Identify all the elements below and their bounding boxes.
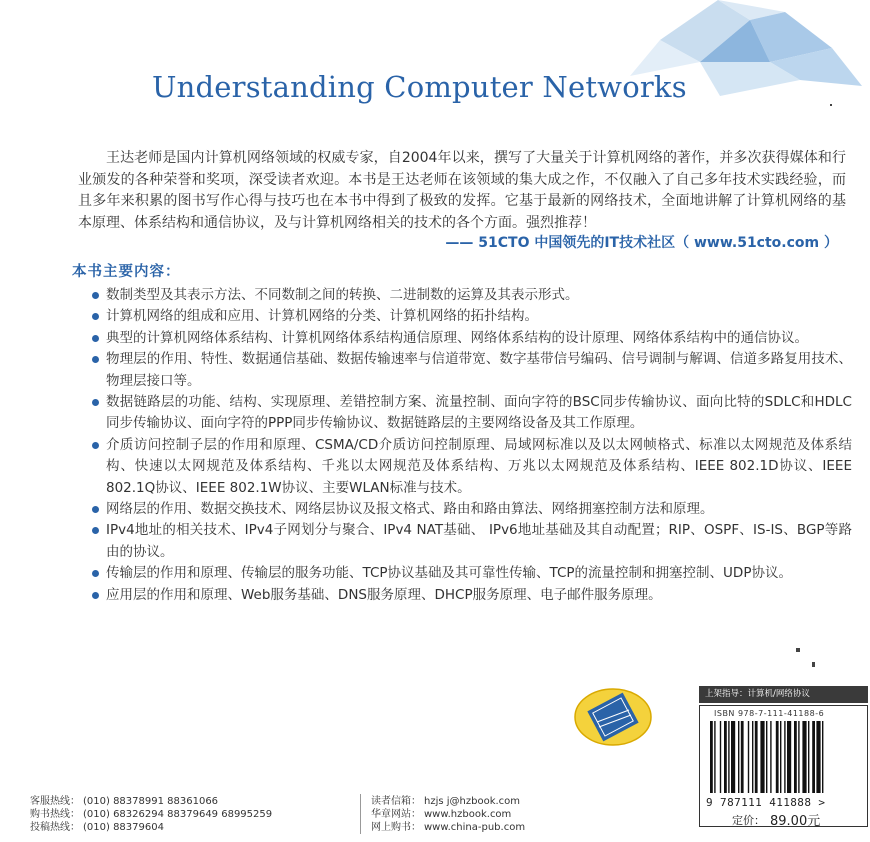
publisher-phone-contacts [30, 795, 272, 834]
contact-divider [360, 794, 361, 834]
english-title: Understanding Computer Networks [152, 70, 687, 104]
contact-value: (010) 68326294 88379649 68995259 [83, 809, 273, 820]
contact-value: (010) 88378991 88361066 [83, 796, 219, 807]
contact-label: 网上购书： [371, 822, 421, 833]
contact-label: 投稿热线： [30, 822, 80, 833]
hzbook-logo-icon [567, 682, 659, 752]
contact-value: www.hzbook.com [424, 809, 512, 820]
isbn-number: ISBN 978-7-111-41188-6 [714, 709, 825, 718]
ean-number: 9 787111 411888 > [706, 796, 826, 809]
topic-item: 物理层的作用、特性、数据通信基础、数据传输速率与信道带宽、数字基带信号编码、信号调制与解调、信道多路复用技术、物理层接口等。 [92, 349, 852, 392]
topic-item: 计算机网络的组成和应用、计算机网络的分类、计算机网络的拓扑结构。 [92, 306, 852, 327]
scan-speck [812, 662, 815, 667]
contact-label: 购书热线： [30, 809, 80, 820]
price-value: 89.00元 [770, 814, 821, 829]
contact-row [30, 795, 272, 808]
topic-item: 数制类型及其表示方法、不同数制之间的转换、二进制数的运算及其表示形式。 [92, 285, 852, 306]
topic-item: 介质访问控制子层的作用和原理、CSMA/CD介质访问控制原理、局域网标准以及以太网帧格式、标准以太网规范及体系结构、快速以太网规范及体系结构、千兆以太网规范及体系结构、万兆以太网规范及体系结构、IEEE 802.1D协议、IEEE 802.1Q协议、IEEE 802.1W协议、主要WLAN标准与技术。 [92, 435, 852, 499]
topic-item: 应用层的作用和原理、Web服务基础、DNS服务原理、DHCP服务原理、电子邮件服务原理。 [92, 585, 852, 606]
shelving-category: 上架指导：计算机/网络协议 [699, 686, 868, 703]
review-attribution: —— 51CTO 中国领先的IT技术社区（ www.51cto.com ） [445, 235, 838, 251]
intro-paragraph: 王达老师是国内计算机网络领域的权威专家，自2004年以来，撰写了大量关于计算机网络的著作，并多次获得媒体和行业颁发的各种荣誉和奖项，深受读者欢迎。本书是王达老师在该领域的集大成之作，不仅融入了自己多年技术实践经验，而且多年来积累的图书写作心得与技巧也在本书中得到了极致的发挥。它基于最新的网络技术，全面地讲解了计算机网络的基本原理、体系结构和通信协议，及与计算机网络相关的技术的各个方面。强烈推荐！ [78, 150, 846, 231]
contact-label: 客服热线： [30, 796, 80, 807]
contact-value: (010) 88379604 [83, 822, 164, 833]
barcode-panel [699, 705, 868, 827]
contact-row [30, 821, 272, 834]
contact-value: hzjs j@hzbook.com [424, 796, 521, 807]
topic-item: IPv4地址的相关技术、IPv4子网划分与聚合、IPv4 NAT基础、 IPv6地址基础及其自动配置；RIP、OSPF、IS-IS、BGP等路由的协议。 [92, 520, 852, 563]
contents-heading: 本书主要内容： [72, 264, 181, 280]
topic-item: 传输层的作用和原理、传输层的服务功能、TCP协议基础及其可靠性传输、TCP的流量控制和拥塞控制、UDP协议。 [92, 563, 852, 584]
topic-item: 数据链路层的功能、结构、实现原理、差错控制方案、流量控制、面向字符的BSC同步传输协议、面向比特的SDLC和HDLC同步传输协议、面向字符的PPP同步传输协议、数据链路层的主要网络设备及其工作原理。 [92, 392, 852, 435]
topic-item: 典型的计算机网络体系结构、计算机网络体系结构通信原理、网络体系结构的设计原理、网络体系结构中的通信协议。 [92, 328, 852, 349]
topic-list [92, 285, 852, 606]
contact-row [371, 795, 525, 808]
contact-value: www.china-pub.com [424, 822, 526, 833]
contact-row [371, 808, 525, 821]
scan-speck [796, 648, 800, 652]
topic-item: 网络层的作用、数据交换技术、网络层协议及报文格式、路由和路由算法、网络拥塞控制方法和原理。 [92, 499, 852, 520]
scan-speck [830, 104, 832, 106]
barcode-icon [708, 721, 858, 799]
price-label: 定价： [732, 814, 765, 827]
contact-label: 华章网站： [371, 809, 421, 820]
contact-row [371, 821, 525, 834]
publisher-online-contacts [371, 795, 525, 834]
contact-row [30, 808, 272, 821]
contact-label: 读者信箱： [371, 796, 421, 807]
